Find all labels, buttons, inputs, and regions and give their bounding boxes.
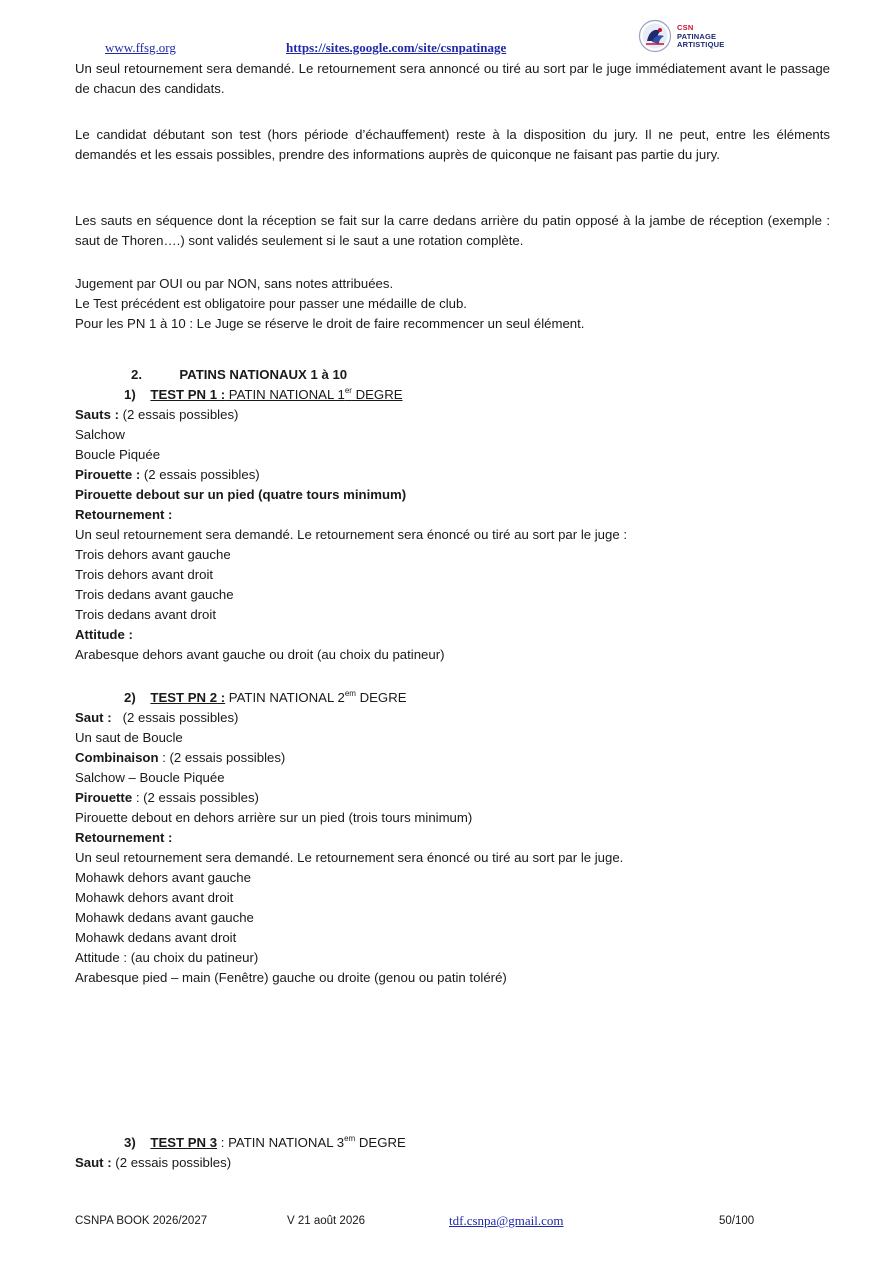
logo-csn: CSN <box>677 23 694 32</box>
pn1-ret-4: Trois dedans avant droit <box>75 607 216 622</box>
pn2-combinaison: Combinaison : (2 essais possibles) <box>75 750 286 765</box>
pn1-pirouette-desc: Pirouette debout sur un pied (quatre tours minimum) <box>75 487 407 502</box>
pn1-saut-boucle: Boucle Piquée <box>75 447 161 462</box>
intro-paragraph-1: Un seul retournement sera demandé. Le retournement sera annoncé ou tiré au sort par le juge immédiatement avant le passage de chacun des candidats. <box>75 61 830 96</box>
pn2-saut: Saut : (2 essais possibles) <box>75 710 239 725</box>
pn3-name: : PATIN NATIONAL 3 <box>217 1135 345 1150</box>
pn2-pirouette-desc: Pirouette debout en dehors arrière sur un pied (trois tours minimum) <box>75 810 473 825</box>
pn2-retournement-desc: Un seul retournement sera demandé. Le retournement sera énoncé ou tiré au sort par le juge. <box>75 850 624 865</box>
pn2-name: PATIN NATIONAL 2 <box>225 690 345 705</box>
pn1-ret-1: Trois dehors avant gauche <box>75 547 231 562</box>
intro-line-pn-rule: Pour les PN 1 à 10 : Le Juge se réserve le droit de faire recommencer un seul élément. <box>75 316 585 331</box>
pn1-pirouette: Pirouette : (2 essais possibles) <box>75 467 260 482</box>
pn1-name-degree: DEGRE <box>351 387 403 402</box>
pn2-ret-3: Mohawk dedans avant gauche <box>75 910 254 925</box>
pn1-test-label: TEST PN 1 : <box>150 387 226 402</box>
pn1-name: PATIN NATIONAL 1 <box>225 387 345 402</box>
pn2-ret-1: Mohawk dehors avant gauche <box>75 870 251 885</box>
logo-artistique: ARTISTIQUE <box>677 40 725 49</box>
pn1-saut-salchow: Salchow <box>75 427 125 442</box>
csn-logo-text <box>677 24 724 50</box>
pn1-attitude-desc: Arabesque dehors avant gauche ou droit (au choix du patineur) <box>75 647 445 662</box>
pn3-number: 3) <box>124 1135 136 1150</box>
intro-paragraph-3: Les sauts en séquence dont la réception se fait sur la carre dedans arrière du patin opposé à la jambe de réception (exemple : saut de Thoren….) sont validés seulement si le saut a une rotation complète. <box>75 213 830 248</box>
logo-patinage: PATINAGE <box>677 31 717 41</box>
pn2-attitude-desc: Arabesque pied – main (Fenêtre) gauche ou droite (genou ou patin toléré) <box>75 970 507 985</box>
pn2-number: 2) <box>124 690 136 705</box>
pn1-retournement-label: Retournement : <box>75 507 173 522</box>
intro-line-judgement: Jugement par OUI ou par NON, sans notes attribuées. <box>75 276 394 291</box>
pn2-retournement-label: Retournement : <box>75 830 173 845</box>
pn3-saut: Saut : (2 essais possibles) <box>75 1155 232 1170</box>
pn2-combinaison-desc: Salchow – Boucle Piquée <box>75 770 225 785</box>
pn1-sup: er <box>344 385 352 395</box>
pn2-saut-boucle: Un saut de Boucle <box>75 730 183 745</box>
section-title: PATINS NATIONAUX 1 à 10 <box>179 367 348 382</box>
intro-paragraph-2: Le candidat débutant son test (hors période d’échauffement) reste à la disposition du jury. Il ne peut, entre les éléments demandés et les essais possibles, prendre des informations auprès de quiconque ne faisant pas partie du jury. <box>75 127 830 162</box>
pn1-ret-2: Trois dehors avant droit <box>75 567 214 582</box>
footer-page-number: 50/100 <box>719 1215 755 1227</box>
intro-line-previous-test: Le Test précédent est obligatoire pour passer une médaille de club. <box>75 296 467 311</box>
pn2-sup: em <box>344 688 356 698</box>
pn2-name-degree: DEGRE <box>355 690 407 705</box>
pn2-pirouette: Pirouette : (2 essais possibles) <box>75 790 259 805</box>
pn3-sup: em <box>344 1133 356 1143</box>
pn2-test-label: TEST PN 2 : <box>150 690 226 705</box>
pn2-attitude: Attitude : (au choix du patineur) <box>75 950 259 965</box>
csn-logo-emblem-icon <box>638 19 672 53</box>
pn2-ret-4: Mohawk dedans avant droit <box>75 930 237 945</box>
section-heading <box>131 365 347 385</box>
footer-book: CSNPA BOOK 2026/2027 <box>75 1215 208 1227</box>
pn1-attitude-label: Attitude : <box>75 627 133 642</box>
pn3-heading <box>124 1133 406 1153</box>
pn1-retournement-desc: Un seul retournement sera demandé. Le retournement sera énoncé ou tiré au sort par le juge : <box>75 527 628 542</box>
pn3-name-degree: DEGRE <box>355 1135 406 1150</box>
pn1-heading <box>124 385 403 405</box>
pn2-ret-2: Mohawk dehors avant droit <box>75 890 234 905</box>
pn3-test-label: TEST PN 3 <box>150 1135 218 1150</box>
ffsg-link[interactable]: www.ffsg.org <box>105 40 176 55</box>
footer-email-link[interactable]: tdf.csnpa@gmail.com <box>449 1213 564 1228</box>
pn2-heading <box>124 688 407 708</box>
footer-version: V 21 août 2026 <box>287 1215 366 1227</box>
pn1-ret-3: Trois dedans avant gauche <box>75 587 234 602</box>
section-number: 2. <box>131 367 142 382</box>
pn1-number: 1) <box>124 387 136 402</box>
csn-site-link[interactable]: https://sites.google.com/site/csnpatinage <box>286 40 507 55</box>
pn1-sauts: Sauts : (2 essais possibles) <box>75 407 239 422</box>
